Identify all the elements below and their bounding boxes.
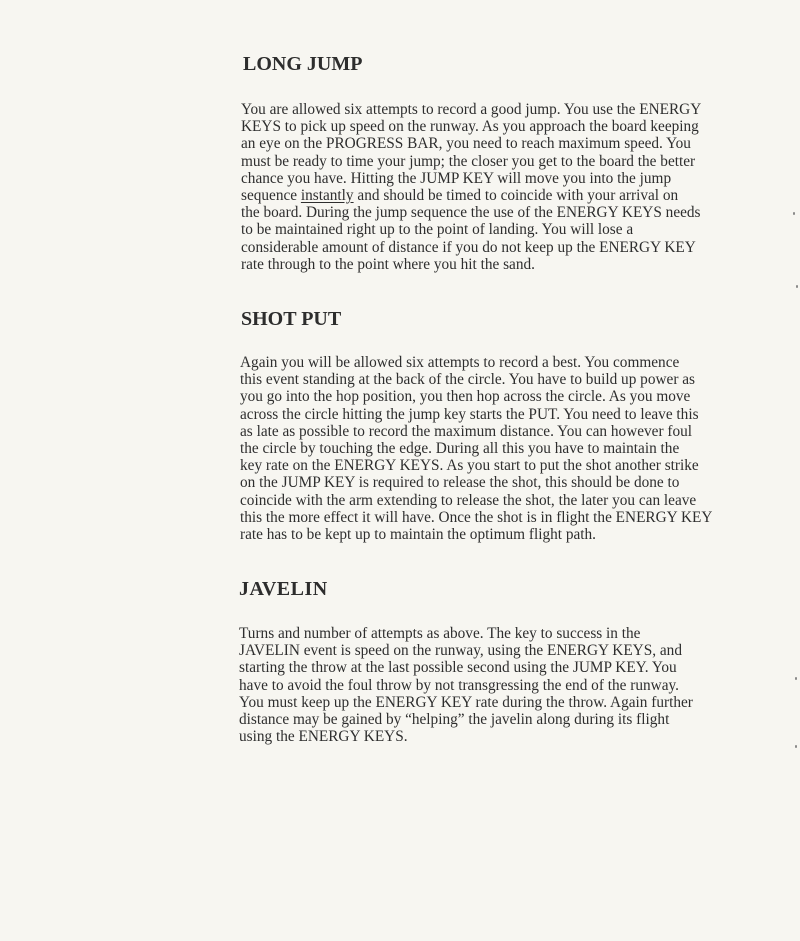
text-line: have to avoid the foul throw by not transgressing the end of the runway. [239, 676, 679, 694]
shot-put-paragraph [240, 354, 760, 543]
text-line: You are allowed six attempts to record a good jump. You use the ENERGY [241, 101, 702, 118]
text-line: KEYS to pick up speed on the runway. As you approach the board keeping [241, 118, 699, 136]
text-line: Again you will be allowed six attempts to record a best. You commence [240, 354, 680, 371]
text-line: considerable amount of distance if you do not keep up the ENERGY KEY [241, 238, 696, 256]
text-line: key rate on the ENERGY KEYS. As you start to put the shot another strike [240, 457, 699, 475]
text-line: this event standing at the back of the circle. You have to build up power as [240, 371, 695, 389]
underlined-word: instantly [300, 187, 354, 205]
shot-put-heading: SHOT PUT [241, 308, 342, 330]
text-line: an eye on the PROGRESS BAR, you need to reach maximum speed. You [241, 135, 691, 153]
scan-speck [795, 745, 797, 748]
text-line: coincide with the arm extending to release the shot, the later you can leave [240, 491, 697, 509]
javelin-heading: JAVELIN [239, 578, 328, 600]
text-line: chance you have. Hitting the JUMP KEY will move you into the jump [241, 169, 672, 187]
text-line: must be ready to time your jump; the closer you get to the board the better [241, 152, 696, 170]
text-line: you go into the hop position, you then hop across the circle. As you move [240, 388, 691, 406]
text-line: the board. During the jump sequence the use of the ENERGY KEYS needs [241, 204, 701, 222]
text-line: rate through to the point where you hit the sand. [241, 255, 535, 273]
text-line: on the JUMP KEY is required to release the shot, this should be done to [240, 474, 680, 492]
text-line: this the more effect it will have. Once the shot is in flight the ENERGY KEY [240, 508, 713, 526]
text-line: across the circle hitting the jump key starts the PUT. You need to leave this [240, 405, 699, 423]
text-line: the circle by touching the edge. During all this you have to maintain the [240, 440, 680, 458]
long-jump-heading: LONG JUMP [243, 53, 363, 75]
text-line: You must keep up the ENERGY KEY rate during the throw. Again further [239, 693, 693, 711]
scan-speck [793, 212, 795, 215]
text-fragment: sequence [241, 187, 301, 205]
long-jump-paragraph [241, 101, 761, 273]
scan-speck [796, 285, 798, 288]
text-line: using the ENERGY KEYS. [239, 728, 408, 746]
text-line: as late as possible to record the maximum distance. You can however foul [240, 422, 692, 440]
text-line: distance may be gained by “helping” the javelin along during its flight [239, 711, 670, 729]
scan-speck [795, 677, 797, 680]
javelin-paragraph [239, 625, 759, 745]
text-line: Turns and number of attempts as above. The key to success in the [239, 625, 641, 642]
text-line: starting the throw at the last possible second using the JUMP KEY. You [239, 659, 677, 677]
text-line: JAVELIN event is speed on the runway, using the ENERGY KEYS, and [239, 642, 682, 660]
text-line [241, 187, 761, 204]
text-line: to be maintained right up to the point of landing. You will lose a [241, 221, 634, 239]
text-line: rate has to be kept up to maintain the optimum flight path. [240, 526, 597, 544]
text-fragment: and should be timed to coincide with your arrival on [353, 187, 679, 205]
